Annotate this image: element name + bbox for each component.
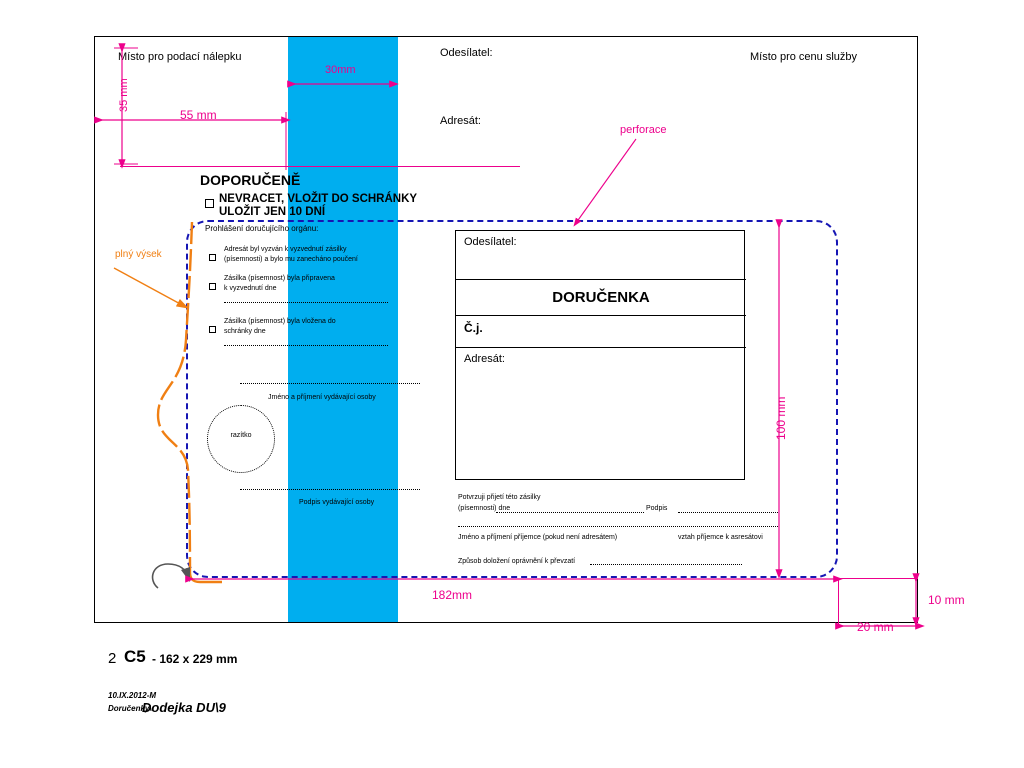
confirm-signature-label: Podpis <box>646 505 668 512</box>
card-divider-1 <box>456 279 746 280</box>
card-file-number-label: Č.j. <box>464 321 483 335</box>
sender-top-label: Odesílatel: <box>440 47 493 59</box>
declaration-heading: Prohlášení doručujícího orgánu: <box>205 224 319 233</box>
receiver-divider-line <box>458 526 778 527</box>
declaration-item-1-line2: (písemnosti) a bylo mu zanecháno poučení <box>224 256 358 263</box>
issuer-signature-label: Podpis vydávající osoby <box>299 499 375 506</box>
dorucenka-card <box>455 230 745 480</box>
dim-182mm-arrow <box>186 568 846 590</box>
declaration-item-2-line1: Zásilka (písemnost) byla připravena <box>224 275 335 282</box>
declaration-item-2-line2: k vyzvednutí dne <box>224 285 277 292</box>
perforace-label: perforace <box>620 124 667 136</box>
dim-30mm-label: 30mm <box>325 64 356 76</box>
service-price-label: Místo pro cenu služby <box>750 51 857 63</box>
card-title: DORUČENKA <box>552 289 650 306</box>
card-divider-2 <box>456 315 746 316</box>
declaration-item-1-line1: Adresát byl vyzván k vyzvednutí zásilky <box>224 246 347 253</box>
caption-size: - 162 x 229 mm <box>152 652 238 666</box>
confirm-date-line <box>496 512 644 513</box>
declaration-item-3-line1: Zásilka (písemnost) byla vložena do <box>224 318 336 325</box>
dim-guide-line <box>120 166 520 167</box>
card-divider-3 <box>456 347 746 348</box>
receiver-relation-label: vztah příjemce k asresátovi <box>678 534 763 541</box>
confirm-line-2: (písemnosti) dne <box>458 505 511 512</box>
perforace-arrow <box>560 135 640 230</box>
authorization-label: Způsob doložení oprávnění k převzatí <box>458 558 576 565</box>
dim-100mm-label: 100 mm <box>774 396 788 440</box>
stamp-area-label: Místo pro podací nálepku <box>118 51 242 63</box>
stamp-label: razítko <box>230 432 252 439</box>
doporucene-label: DOPORUČENĚ <box>200 172 301 188</box>
dim-20mm-label: 20 mm <box>857 620 894 634</box>
confirm-signature-line <box>678 512 778 513</box>
dim-182mm-label: 182mm <box>432 588 473 602</box>
nevracet-line2: ULOŽIT JEN 10 DNÍ <box>219 206 326 218</box>
issuer-name-label: Jméno a příjmení vydávající osoby <box>268 394 376 401</box>
declaration-item-3-line2: schránky dne <box>224 328 266 335</box>
caption-doc-prefix: Doručenky\ <box>108 704 152 713</box>
dim-55mm-label: 55 mm <box>180 108 217 122</box>
caption-doc-name: Dodejka DU\9 <box>142 700 226 715</box>
addressee-top-label: Adresát: <box>440 115 481 127</box>
nevracet-line1: NEVRACET, VLOŽIT DO SCHRÁNKY <box>219 193 418 205</box>
caption-date: 10.IX.2012-M <box>108 691 157 700</box>
card-sender-label: Odesílatel: <box>464 236 517 248</box>
plny-vysek-arrow <box>112 262 202 322</box>
perforation-band <box>288 37 398 622</box>
receiver-name-label: Jméno a příjmení příjemce (pokud není adresátem) <box>458 534 618 541</box>
caption-format: C5 <box>124 647 146 666</box>
confirm-line-1: Potvrzuji přijetí této zásilky <box>458 494 541 501</box>
dim-10mm-label: 10 mm <box>928 593 965 607</box>
dim-vertical-35mm-label: 35 mm <box>118 78 130 112</box>
card-addressee-label: Adresát: <box>464 353 505 365</box>
plny-vysek-label: plný výsek <box>115 249 162 260</box>
authorization-line <box>590 564 742 565</box>
caption-number: 2 <box>108 650 117 667</box>
